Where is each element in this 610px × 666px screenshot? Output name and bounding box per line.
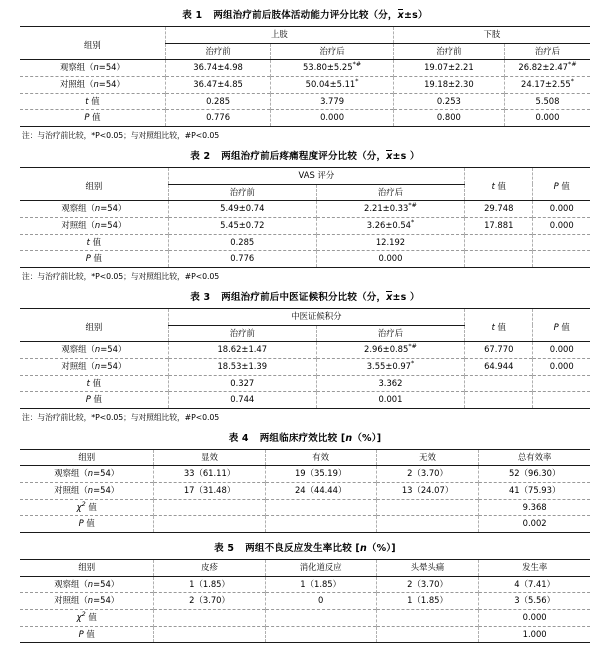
table-5-cell-0-3: 4（7.41） (479, 576, 590, 593)
table-2-header-p: P 值 (533, 167, 590, 200)
table-2-tail-2-0 (465, 234, 533, 251)
table-4-cell-0-2: 2（3.70） (376, 466, 479, 483)
table-3-block (0, 282, 610, 423)
table-4-cell-0-3: 52（96.30） (479, 466, 590, 483)
table-3-group-header: 组别 (85, 322, 103, 333)
table-1-cell-3-3: 0.000 (504, 110, 590, 127)
n-symbol: n (345, 432, 353, 444)
table-5-cell-3-3: 1.000 (479, 626, 590, 643)
table-4-header-0: 组别 (78, 451, 96, 462)
table-1-row-1-label: 对照组（n=54） (59, 78, 125, 89)
table-4-cell-3-3: 0.002 (479, 516, 590, 533)
table-1-caption-text: 两组治疗前后肢体活动能力评分比较（分， (213, 10, 398, 21)
table-1-caption-tail: ±s） (403, 10, 428, 21)
table-row (20, 234, 590, 251)
table-3-cell-1-1: 3.55±0.97* (316, 358, 464, 375)
table-4-header-3: 无效 (376, 449, 479, 466)
table-row (20, 110, 590, 127)
table-5-header-0: 组别 (78, 562, 96, 573)
table-4-block (0, 423, 610, 533)
table-4-row-3-label: P 值 (78, 518, 95, 529)
table-4-cell-3-0 (154, 516, 265, 533)
table-5-cell-2-3: 0.000 (479, 610, 590, 627)
table-2-block (0, 141, 610, 282)
table-4-caption-tail: （%）] (352, 432, 382, 444)
table-1-cell-1-1: 50.04±5.11* (271, 76, 394, 93)
table-5-caption (20, 533, 590, 559)
table-5-header-1: 皮疹 (154, 560, 265, 577)
table-row (20, 499, 590, 516)
table-1-header-row-1 (20, 27, 590, 44)
table-5-cell-3-0 (154, 626, 265, 643)
table-3-note: 注：与治疗前比较，*P<0.05；与对照组比较，#P<0.05 (22, 412, 220, 422)
table-5-cell-2-2 (376, 610, 479, 627)
table-4-cell-3-1 (265, 516, 376, 533)
table-3-cell-0-0: 18.62±1.47 (168, 342, 316, 359)
table-1-cell-0-0: 36.74±4.98 (165, 60, 270, 77)
table-4-cell-2-0 (154, 499, 265, 516)
table-3-cell-3-1: 0.001 (316, 392, 464, 409)
table-3-subheader-1: 治疗后 (316, 325, 464, 342)
table-3-row-3-label: P 值 (85, 394, 102, 405)
table-4-cell-0-1: 19（35.19） (265, 466, 376, 483)
table-3-number: 表 3 (190, 291, 211, 303)
table-5-caption-tail: （%）] (366, 543, 396, 555)
table-2-cell-3-1: 0.000 (316, 251, 464, 268)
table-1-subheader-0: 治疗前 (165, 43, 270, 60)
table-4-number: 表 4 (228, 432, 249, 444)
table-1-span-upper-limb: 上肢 (165, 27, 393, 44)
table-2-tail-2-1 (533, 234, 590, 251)
table-5-cell-0-2: 2（3.70） (376, 576, 479, 593)
table-row (20, 483, 590, 500)
table-row (20, 392, 590, 409)
table-5-cell-0-0: 1（1.85） (154, 576, 265, 593)
table-4-cell-1-0: 17（31.48） (154, 483, 265, 500)
table-3-tail-2-0 (465, 375, 533, 392)
table-2-tail-3-0 (465, 251, 533, 268)
table-row (20, 516, 590, 533)
table-4-cell-2-2 (376, 499, 479, 516)
table-1-cell-3-1: 0.000 (271, 110, 394, 127)
table-3-tail-3-1 (533, 392, 590, 409)
table-2-caption-text: 两组治疗前后疼痛程度评分比较（分， (221, 150, 387, 162)
table-1-cell-1-2: 19.18±2.30 (393, 76, 504, 93)
table-3-tail-0-0: 67.770 (465, 342, 533, 359)
table-1-span-lower-limb: 下肢 (393, 27, 590, 44)
table-1-subheader-1: 治疗后 (271, 43, 394, 60)
table-4-header-1: 显效 (154, 449, 265, 466)
table-2-cell-1-0: 5.45±0.72 (168, 217, 316, 234)
table-4-row-2-label: $\chi^2$ 值 (76, 499, 97, 512)
table-1-subheader-2: 治疗前 (393, 43, 504, 60)
table-3 (20, 308, 590, 409)
table-3-row-2-label: t 值 (86, 377, 102, 388)
table-1-cell-2-0: 0.285 (165, 93, 270, 110)
table-5-caption-text: 两组不良反应发生率比较 [ (245, 543, 360, 555)
table-3-cell-2-0: 0.327 (168, 375, 316, 392)
table-5-cell-0-1: 1（1.85） (265, 576, 376, 593)
table-1-row-0-label: 观察组（n=54） (59, 62, 125, 73)
xbar-symbol: x (386, 150, 393, 162)
table-row (20, 251, 590, 268)
table-1-cell-1-0: 36.47±4.85 (165, 76, 270, 93)
table-1-cell-1-3: 24.17±2.55* (504, 76, 590, 93)
table-4-header-row (20, 449, 590, 466)
table-2-cell-3-0: 0.776 (168, 251, 316, 268)
table-2-number: 表 2 (190, 150, 211, 162)
table-2-caption (20, 141, 590, 167)
table-1-cell-3-0: 0.776 (165, 110, 270, 127)
table-2-span-vas: VAS 评分 (168, 167, 464, 184)
table-row (20, 93, 590, 110)
table-3-header-p: P 值 (533, 308, 590, 341)
table-2-subheader-0: 治疗前 (168, 184, 316, 201)
table-1 (20, 26, 590, 127)
table-4-caption (20, 423, 590, 449)
table-3-cell-3-0: 0.744 (168, 392, 316, 409)
table-row (20, 342, 590, 359)
table-3-cell-2-1: 3.362 (316, 375, 464, 392)
xbar-symbol: x (397, 10, 404, 21)
table-row (20, 201, 590, 218)
table-row (20, 593, 590, 610)
table-2-caption-tail: ±s ） (392, 150, 420, 162)
table-3-cell-1-0: 18.53±1.39 (168, 358, 316, 375)
table-row (20, 76, 590, 93)
table-2 (20, 167, 590, 268)
table-5-row-1-label: 对照组（n=54） (54, 595, 120, 606)
table-4-caption-text: 两组临床疗效比较 [ (259, 432, 346, 444)
table-1-cell-0-2: 19.07±2.21 (393, 60, 504, 77)
table-5-cell-1-0: 2（3.70） (154, 593, 265, 610)
table-2-tail-1-1: 0.000 (533, 217, 590, 234)
table-2-tail-3-1 (533, 251, 590, 268)
table-1-cell-2-1: 3.779 (271, 93, 394, 110)
table-2-tail-0-1: 0.000 (533, 201, 590, 218)
table-3-tail-2-1 (533, 375, 590, 392)
table-row (20, 466, 590, 483)
table-5-cell-3-1 (265, 626, 376, 643)
table-1-cell-2-3: 5.508 (504, 93, 590, 110)
table-3-span-tcm-score: 中医证候积分 (168, 308, 464, 325)
table-1-subheader-3: 治疗后 (504, 43, 590, 60)
xbar-symbol: x (386, 291, 393, 303)
table-4-cell-1-1: 24（44.44） (265, 483, 376, 500)
table-4-cell-1-2: 13（24.07） (376, 483, 479, 500)
table-4-header-4: 总有效率 (479, 449, 590, 466)
table-4-cell-3-2 (376, 516, 479, 533)
table-5-block (0, 533, 610, 643)
table-1-row-2-label: t 值 (85, 95, 100, 106)
table-row (20, 375, 590, 392)
table-3-row-0-label: 观察组（n=54） (61, 344, 127, 355)
table-3-tail-1-1: 0.000 (533, 358, 590, 375)
table-5-cell-1-1: 0 (265, 593, 376, 610)
table-row (20, 610, 590, 627)
table-5-cell-2-0 (154, 610, 265, 627)
table-5-cell-2-1 (265, 610, 376, 627)
table-1-group-header: 组别 (84, 40, 101, 51)
table-5-row-3-label: P 值 (78, 628, 95, 639)
table-4-cell-0-0: 33（61.11） (154, 466, 265, 483)
table-1-row-3-label: P 值 (84, 112, 101, 123)
table-row (20, 576, 590, 593)
table-3-caption-text: 两组治疗前后中医证候积分比较（分， (221, 291, 387, 303)
table-row (20, 358, 590, 375)
table-row (20, 60, 590, 77)
table-5-row-2-label: $\chi^2$ 值 (76, 610, 97, 623)
table-1-cell-2-2: 0.253 (393, 93, 504, 110)
table-2-cell-1-1: 3.26±0.54* (316, 217, 464, 234)
table-3-header-t: t 值 (465, 308, 533, 341)
table-3-tail-1-0: 64.944 (465, 358, 533, 375)
table-5-cell-1-2: 1（1.85） (376, 593, 479, 610)
table-4-cell-1-3: 41（75.93） (479, 483, 590, 500)
table-5-cell-1-3: 3（5.56） (479, 593, 590, 610)
table-2-tail-0-0: 29.748 (465, 201, 533, 218)
table-4-cell-2-3: 9.368 (479, 499, 590, 516)
table-3-row-1-label: 对照组（n=54） (61, 360, 127, 371)
table-2-group-header: 组别 (85, 181, 103, 192)
n-symbol: n (359, 543, 367, 555)
table-1-cell-0-3: 26.82±2.47*# (504, 60, 590, 77)
table-5-header-4: 发生率 (479, 560, 590, 577)
table-2-cell-0-1: 2.21±0.33*# (316, 201, 464, 218)
table-3-tail-0-1: 0.000 (533, 342, 590, 359)
table-1-number: 表 1 (182, 10, 203, 21)
table-3-caption (20, 282, 590, 308)
table-3-subheader-0: 治疗前 (168, 325, 316, 342)
table-2-subheader-1: 治疗后 (316, 184, 464, 201)
table-3-caption-tail: ±s ） (392, 291, 420, 303)
table-5-header-2: 消化道反应 (265, 560, 376, 577)
table-2-tail-1-0: 17.881 (465, 217, 533, 234)
table-2-header-t: t 值 (465, 167, 533, 200)
table-5-header-row (20, 560, 590, 577)
table-1-cell-0-1: 53.80±5.25*# (271, 60, 394, 77)
table-2-cell-0-0: 5.49±0.74 (168, 201, 316, 218)
table-2-header-row-1 (20, 167, 590, 184)
table-5-header-3: 头晕头痛 (376, 560, 479, 577)
table-2-row-2-label: t 值 (86, 236, 102, 247)
table-5-row-0-label: 观察组（n=54） (54, 578, 120, 589)
table-2-row-3-label: P 值 (85, 253, 102, 264)
table-3-cell-0-1: 2.96±0.85*# (316, 342, 464, 359)
table-4-row-1-label: 对照组（n=54） (54, 485, 120, 496)
table-2-row-0-label: 观察组（n=54） (61, 203, 127, 214)
table-5-cell-3-2 (376, 626, 479, 643)
table-4-row-0-label: 观察组（n=54） (54, 468, 120, 479)
table-2-row-1-label: 对照组（n=54） (61, 219, 127, 230)
table-row (20, 626, 590, 643)
table-1-caption (20, 0, 590, 26)
table-2-cell-2-0: 0.285 (168, 234, 316, 251)
table-4 (20, 449, 590, 533)
table-4-cell-2-1 (265, 499, 376, 516)
table-2-cell-2-1: 12.192 (316, 234, 464, 251)
table-row (20, 217, 590, 234)
table-3-header-row-1 (20, 308, 590, 325)
table-1-block (0, 0, 610, 141)
table-1-cell-3-2: 0.800 (393, 110, 504, 127)
table-5 (20, 559, 590, 643)
table-1-note: 注：与治疗前比较，*P<0.05；与对照组比较，#P<0.05 (22, 130, 220, 140)
table-2-note: 注：与治疗前比较，*P<0.05；与对照组比较，#P<0.05 (22, 271, 220, 281)
table-5-number: 表 5 (214, 543, 235, 555)
table-3-tail-3-0 (465, 392, 533, 409)
table-4-header-2: 有效 (265, 449, 376, 466)
